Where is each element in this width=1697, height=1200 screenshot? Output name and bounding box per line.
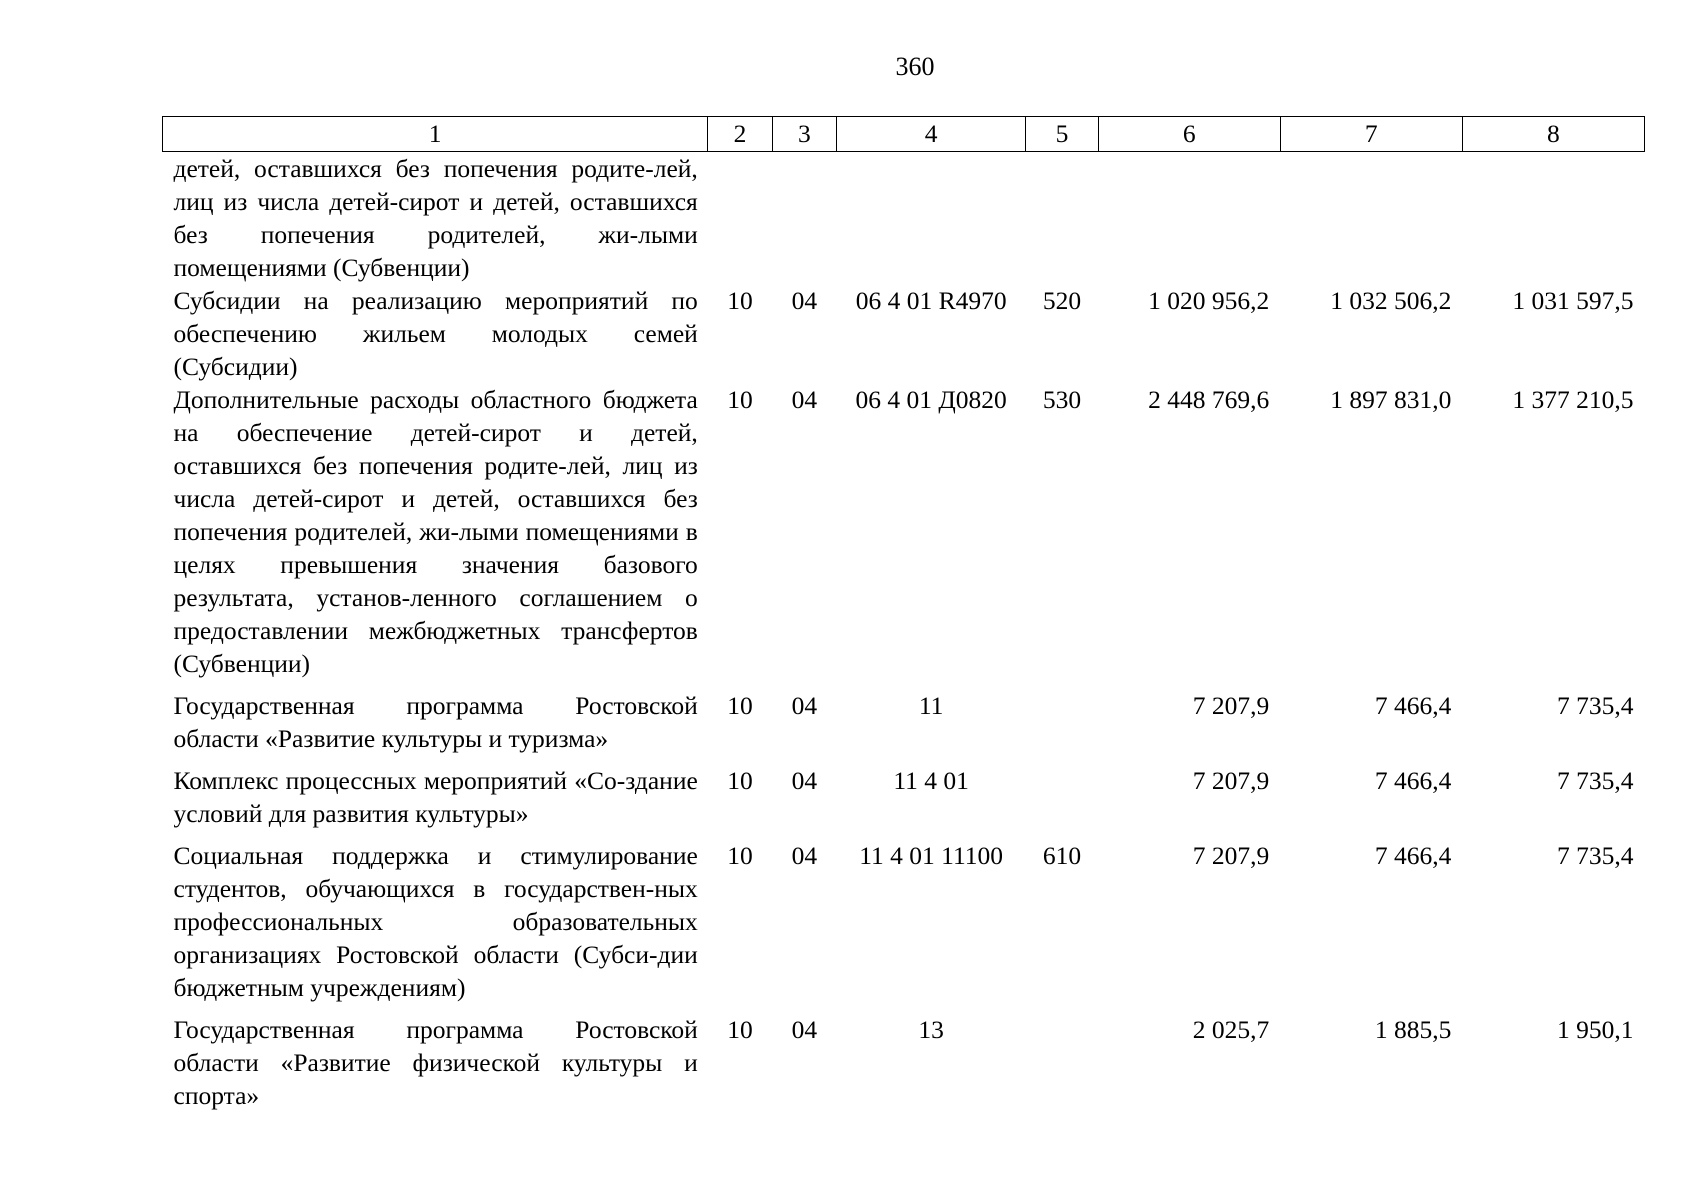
column-header-3: 3 [772,117,836,152]
row-name: детей, оставшихся без попечения родите-лей, лиц из числа детей-сирот и детей, оставшихся без попечения родителей, жи-лыми помещениями (Субвенции) [173,154,698,282]
row-amount-2: 7 466,4 [1374,841,1452,870]
table-row [163,1013,1645,1112]
row-expense-type [1026,689,1098,764]
row-name: Государственная программа Ростовской области «Развитие культуры и туризма» [173,691,698,753]
row-section: 10 [727,286,753,315]
table-row [163,284,1645,383]
row-amount-2: 1 885,5 [1374,1015,1452,1044]
table-row [163,764,1645,839]
column-header-4: 4 [837,117,1026,152]
row-target-article: 11 [918,691,944,720]
row-name: Социальная поддержка и стимулирование студентов, обучающихся в государствен-ных профессиональных образовательных организациях Ростовской области (Субси-дии бюджетным учреждениям) [173,841,698,1002]
row-section: 10 [727,385,753,414]
table-row [163,839,1645,1013]
column-header-8: 8 [1462,117,1644,152]
row-subsection: 04 [791,766,818,795]
row-name: Дополнительные расходы областного бюджета на обеспечение детей-сирот и детей, оставшихся без попечения родите-лей, лиц из числа детей-сирот и детей, оставшихся без попечения родителей, жи-лыми помещениями в целях превышения значения базового результата, установ-ленного соглашением о предоставлении межбюджетных трансфертов (Субвенции) [173,385,698,678]
row-subsection: 04 [791,691,818,720]
row-target-article: 06 4 01 R4970 [855,286,1007,315]
row-amount-1 [1098,152,1280,285]
row-section: 10 [727,841,753,870]
row-section [708,152,772,285]
row-amount-3: 7 735,4 [1557,766,1634,795]
row-section: 10 [727,691,753,720]
row-amount-3: 7 735,4 [1557,841,1634,870]
table-row [163,689,1645,764]
row-amount-2: 1 897 831,0 [1330,385,1452,414]
row-name: Субсидии на реализацию мероприятий по обеспечению жильем молодых семей (Субсидии) [173,286,698,381]
row-amount-3 [1462,152,1644,285]
row-amount-1: 7 207,9 [1192,841,1270,870]
table-row [163,383,1645,689]
page-number: 360 [895,52,935,81]
row-expense-type [1026,152,1098,285]
row-amount-1: 2 448 769,6 [1148,385,1270,414]
column-header-6: 6 [1098,117,1280,152]
row-amount-1: 7 207,9 [1192,691,1270,720]
row-target-article [837,152,1026,285]
row-amount-2: 7 466,4 [1374,766,1452,795]
row-section: 10 [727,766,753,795]
row-section: 10 [727,1015,753,1044]
row-subsection: 04 [791,1015,818,1044]
row-amount-1: 2 025,7 [1192,1015,1270,1044]
column-header-7: 7 [1280,117,1462,152]
row-subsection [772,152,836,285]
row-name: Государственная программа Ростовской области «Развитие физической культуры и спорта» [173,1015,698,1110]
row-subsection: 04 [791,385,818,414]
row-subsection: 04 [791,841,818,870]
row-subsection: 04 [791,286,818,315]
row-target-article: 13 [918,1015,944,1044]
column-header-1: 1 [163,117,708,152]
row-target-article: 11 4 01 [893,766,969,795]
row-amount-2: 7 466,4 [1374,691,1452,720]
row-expense-type: 520 [1042,286,1082,315]
row-amount-1: 1 020 956,2 [1148,286,1270,315]
row-amount-3: 7 735,4 [1557,691,1634,720]
column-header-2: 2 [708,117,772,152]
row-amount-1: 7 207,9 [1192,766,1270,795]
row-target-article: 06 4 01 Д0820 [855,385,1007,414]
column-header-5: 5 [1026,117,1098,152]
row-expense-type: 610 [1042,841,1082,870]
row-target-article: 11 4 01 11100 [859,841,1004,870]
row-expense-type [1026,764,1098,839]
row-amount-3: 1 950,1 [1557,1015,1634,1044]
budget-table [162,116,1645,1112]
row-amount-3: 1 377 210,5 [1512,385,1634,414]
row-expense-type [1026,1013,1098,1112]
header-row [163,117,1645,152]
row-amount-2 [1280,152,1462,285]
table-row [163,152,1645,285]
row-amount-3: 1 031 597,5 [1512,286,1634,315]
row-name: Комплекс процессных мероприятий «Со-здание условий для развития культуры» [173,766,698,828]
row-expense-type: 530 [1042,385,1082,414]
row-amount-2: 1 032 506,2 [1330,286,1452,315]
